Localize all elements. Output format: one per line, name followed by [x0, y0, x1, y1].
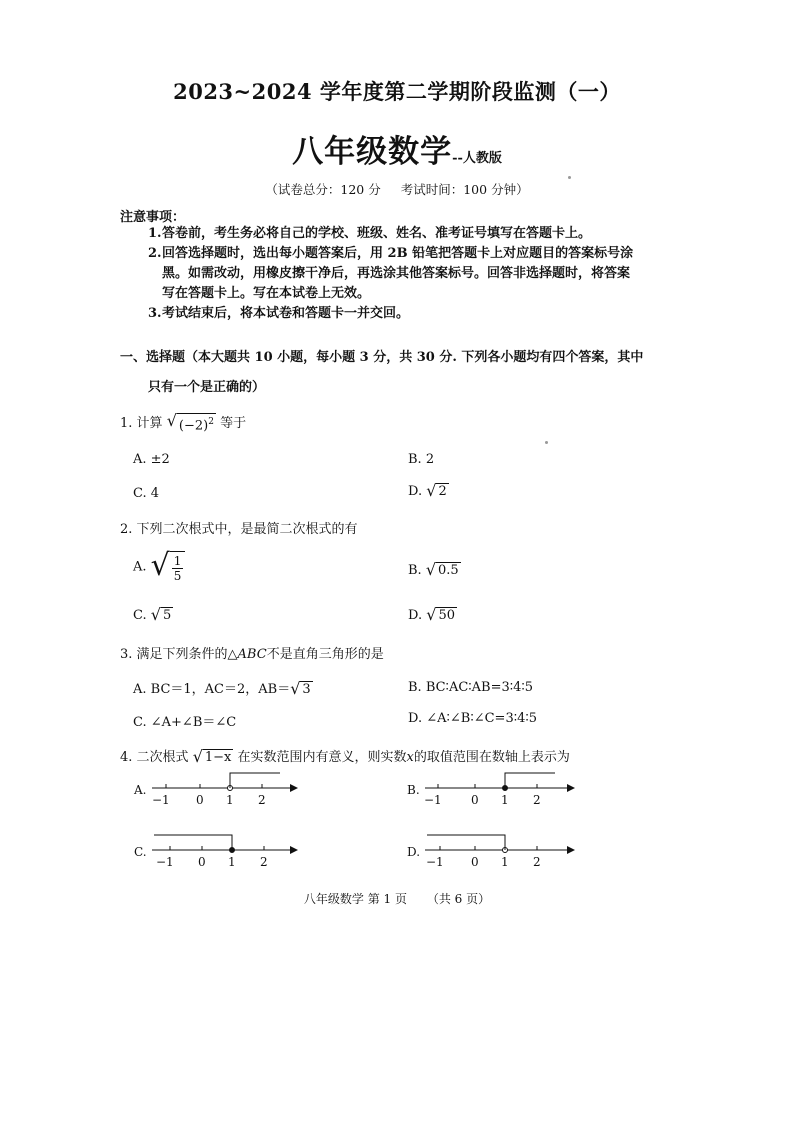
q3-option-a: A. BC＝1，AC＝2，AB＝ √ 3 — [133, 679, 311, 698]
option-label: B. — [407, 783, 420, 797]
tick-label: −1 — [152, 793, 170, 807]
option-label: A. — [134, 783, 147, 797]
tick-label: 0 — [471, 793, 479, 807]
note-item: 2.回答选择题时，选出每小题答案后，用 2B 铅笔把答题卡上对应题目的答案标号涂 黑。如需改动，用橡皮擦干净后，再选涂其他答案标号。回答非选择题时，将答案 写在答题卡上。写在本试卷上无效。 — [148, 246, 634, 301]
q2-option-a: A. √ $\frac{1}{5}$ — [133, 551, 185, 583]
scan-speck — [568, 176, 571, 179]
tick-label: 0 — [471, 855, 479, 869]
q4-option-b-number-line — [405, 768, 585, 810]
section-heading: 一、选择题（本大题共 10 小题，每小题 3 分，共 30 分. 下列各小题均有四个答案，其中 只有一个是正确的） — [120, 350, 644, 395]
tick-label: 0 — [198, 855, 206, 869]
note-item: 3.考试结束后，将本试卷和答题卡一并交回。 — [148, 306, 410, 321]
q4-option-c-number-line — [130, 830, 310, 872]
option-label: C. — [134, 845, 147, 859]
total-score: （试卷总分：120 分 — [265, 182, 381, 197]
edition-label: --人教版 — [452, 151, 502, 166]
tick-label: 2 — [533, 793, 541, 807]
tick-label: 2 — [533, 855, 541, 869]
q2-option-c: C. √ 5 — [133, 605, 172, 624]
question-1-stem: 1. 计算 √ $(-2)^2$ 等于 — [120, 410, 247, 434]
tick-label: −1 — [424, 793, 442, 807]
scan-speck — [545, 441, 548, 444]
exam-info — [0, 180, 794, 198]
question-2-stem: 2. 下列二次根式中，是最简二次根式的有 — [120, 522, 358, 537]
tick-label: 0 — [196, 793, 204, 807]
q4-option-d-number-line — [405, 830, 585, 872]
tick-label: −1 — [156, 855, 174, 869]
q2-option-d: D. √ 50 — [408, 605, 455, 624]
q3-option-c: C. ∠A+∠B＝∠C — [133, 715, 237, 730]
subject-name: 八年级数学 — [292, 134, 453, 170]
q1-option-c: C. 4 — [133, 486, 160, 501]
q2-option-b: B. √ 0.5 — [408, 560, 459, 579]
exam-title: 2023~2024 学年度第二学期阶段监测（一） — [173, 79, 621, 104]
exam-time: 考试时间：100 分钟） — [400, 182, 529, 197]
subject-heading — [0, 126, 794, 171]
q4-option-a-number-line — [130, 768, 310, 810]
q3-option-b: B. BC∶AC∶AB=3∶4∶5 — [408, 680, 534, 695]
page-number: 八年级数学 第 1 页 — [303, 892, 407, 906]
page-total: （共 6 页） — [426, 892, 491, 906]
tick-label: 1 — [226, 793, 234, 807]
tick-label: −1 — [426, 855, 444, 869]
sqrt-expression: √ $(-2)^2$ — [166, 410, 214, 434]
tick-label: 1 — [501, 855, 509, 869]
q1-option-d: D. √ 2 — [408, 481, 447, 500]
page-footer — [0, 890, 794, 907]
q3-option-d: D. ∠A∶∠B∶∠C=3∶4∶5 — [408, 711, 538, 726]
tick-label: 1 — [501, 793, 509, 807]
question-4-stem: 4. 二次根式 √ 1−x 在实数范围内有意义，则实数x的取值范围在数轴上表示为 — [120, 747, 570, 766]
question-3-stem: 3. 满足下列条件的△ABC不是直角三角形的是 — [120, 647, 384, 662]
tick-label: 2 — [258, 793, 266, 807]
option-label: D. — [407, 845, 421, 859]
tick-label: 2 — [260, 855, 268, 869]
q1-option-a: A. ±2 — [133, 452, 170, 467]
notes-list — [148, 224, 668, 324]
notes-title: 注意事项： — [120, 210, 186, 225]
tick-label: 1 — [228, 855, 236, 869]
q1-option-b: B. 2 — [408, 452, 435, 467]
note-item: 1.答卷前，考生务必将自己的学校、班级、姓名、准考证号填写在答题卡上。 — [148, 226, 592, 241]
